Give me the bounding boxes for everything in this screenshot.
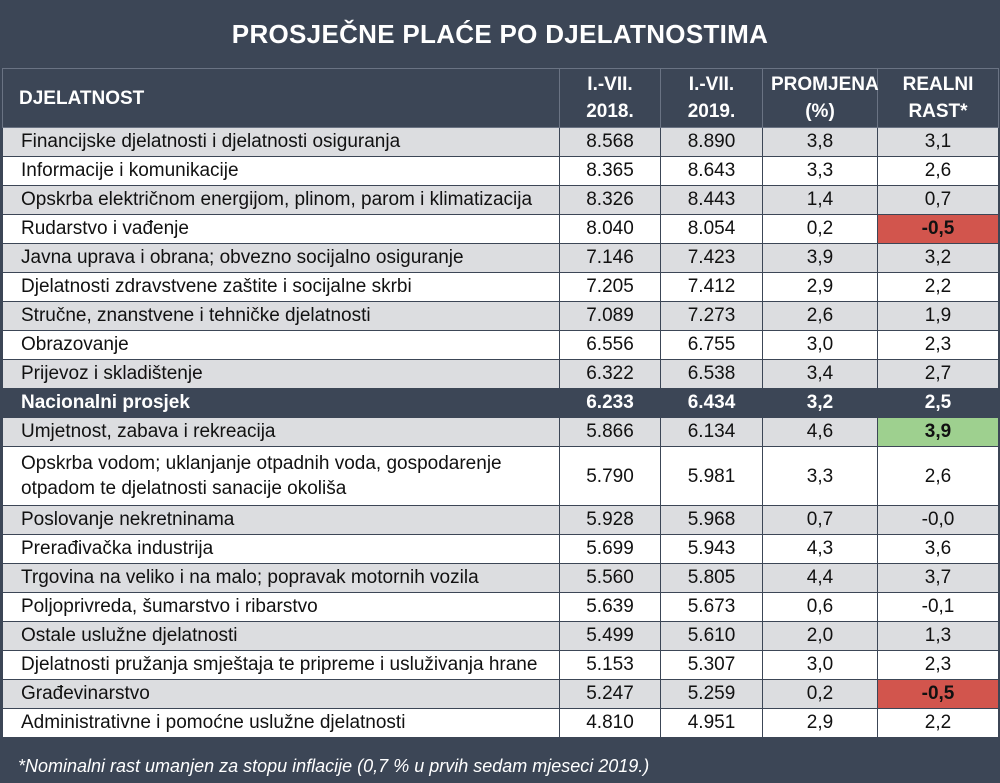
activity-name: Prijevoz i skladištenje	[3, 360, 560, 389]
activity-name: Financijske djelatnosti i djelatnosti osiguranja	[3, 128, 560, 157]
value-change: 2,9	[763, 709, 878, 738]
value-2019: 5.307	[661, 651, 763, 680]
value-real-growth: -0,0	[878, 506, 999, 535]
value-2019: 4.951	[661, 709, 763, 738]
activity-name: Nacionalni prosjek	[3, 389, 560, 418]
table-row	[3, 244, 999, 273]
value-change: 3,3	[763, 157, 878, 186]
value-2019: 8.643	[661, 157, 763, 186]
value-2018: 8.040	[560, 215, 661, 244]
value-change: 2,9	[763, 273, 878, 302]
value-real-growth: 2,7	[878, 360, 999, 389]
value-change: 3,2	[763, 389, 878, 418]
activity-name	[3, 447, 560, 506]
value-2018: 7.205	[560, 273, 661, 302]
table-row	[3, 593, 999, 622]
header-change	[763, 69, 878, 128]
value-2019: 6.434	[661, 389, 763, 418]
value-change: 0,7	[763, 506, 878, 535]
value-2019: 7.412	[661, 273, 763, 302]
page-title: PROSJEČNE PLAĆE PO DJELATNOSTIMA	[231, 18, 769, 49]
activity-name: Umjetnost, zabava i rekreacija	[3, 418, 560, 447]
value-change: 3,9	[763, 244, 878, 273]
header-change-line2: (%)	[805, 101, 835, 122]
value-real-growth-negative: -0,5	[878, 680, 999, 709]
value-real-growth: 1,3	[878, 622, 999, 651]
activity-name: Ostale uslužne djelatnosti	[3, 622, 560, 651]
national-average-row	[3, 389, 999, 418]
salary-table	[2, 68, 999, 738]
value-change: 3,3	[763, 447, 878, 506]
activity-name: Javna uprava i obrana; obvezno socijalno osiguranje	[3, 244, 560, 273]
value-real-growth: 2,2	[878, 273, 999, 302]
value-change: 4,4	[763, 564, 878, 593]
value-real-growth: 2,6	[878, 157, 999, 186]
activity-name: Poljoprivreda, šumarstvo i ribarstvo	[3, 593, 560, 622]
activity-name: Opskrba električnom energijom, plinom, parom i klimatizacija	[3, 186, 560, 215]
value-change: 4,6	[763, 418, 878, 447]
header-2018-line2: 2018.	[586, 101, 634, 122]
value-2018: 5.560	[560, 564, 661, 593]
value-real-growth: 3,1	[878, 128, 999, 157]
activity-name-line1: Opskrba vodom; uklanjanje otpadnih voda, gospodarenje	[21, 453, 502, 474]
value-real-growth: 0,7	[878, 186, 999, 215]
value-real-growth: 2,6	[878, 447, 999, 506]
value-2019: 8.443	[661, 186, 763, 215]
value-real-growth-positive: 3,9	[878, 418, 999, 447]
table-row	[3, 506, 999, 535]
header-2018-line1: I.-VII.	[587, 74, 633, 95]
value-2018: 5.639	[560, 593, 661, 622]
value-real-growth: 2,3	[878, 331, 999, 360]
value-change: 3,0	[763, 331, 878, 360]
value-2019: 5.610	[661, 622, 763, 651]
value-real-growth: -0,1	[878, 593, 999, 622]
header-real-line2: RAST*	[908, 101, 968, 122]
value-2019: 5.673	[661, 593, 763, 622]
table-row	[3, 302, 999, 331]
value-2018: 8.365	[560, 157, 661, 186]
value-change: 2,0	[763, 622, 878, 651]
value-2018: 7.146	[560, 244, 661, 273]
header-2018	[560, 69, 661, 128]
table-row	[3, 622, 999, 651]
table-row	[3, 651, 999, 680]
activity-name: Poslovanje nekretninama	[3, 506, 560, 535]
value-2019: 5.968	[661, 506, 763, 535]
value-2019: 7.423	[661, 244, 763, 273]
table-row	[3, 360, 999, 389]
activity-name: Administrativne i pomoćne uslužne djelatnosti	[3, 709, 560, 738]
header-2019-line1: I.-VII.	[688, 74, 735, 95]
header-change-line1: PROMJENA	[771, 74, 879, 95]
value-2018: 6.322	[560, 360, 661, 389]
table-row	[3, 157, 999, 186]
value-2018: 5.499	[560, 622, 661, 651]
value-real-growth: 3,7	[878, 564, 999, 593]
table-row	[3, 709, 999, 738]
table-row	[3, 273, 999, 302]
value-2019: 7.273	[661, 302, 763, 331]
value-2019: 6.538	[661, 360, 763, 389]
activity-name: Informacije i komunikacije	[3, 157, 560, 186]
activity-name: Stručne, znanstvene i tehničke djelatnosti	[3, 302, 560, 331]
value-real-growth: 2,2	[878, 709, 999, 738]
footnote: *Nominalni rast umanjen za stopu inflacije (0,7 % u prvih sedam mjeseci 2019.)	[18, 756, 650, 776]
value-2018: 5.247	[560, 680, 661, 709]
value-2018: 5.153	[560, 651, 661, 680]
value-2019: 6.755	[661, 331, 763, 360]
header-real-line1: REALNI	[902, 74, 974, 95]
activity-name: Građevinarstvo	[3, 680, 560, 709]
table-row	[3, 128, 999, 157]
value-real-growth: 1,9	[878, 302, 999, 331]
activity-name: Djelatnosti zdravstvene zaštite i socijalne skrbi	[3, 273, 560, 302]
value-real-growth: 3,6	[878, 535, 999, 564]
value-2018: 8.326	[560, 186, 661, 215]
value-2018: 5.699	[560, 535, 661, 564]
table-row	[3, 535, 999, 564]
value-2018: 5.928	[560, 506, 661, 535]
value-change: 3,0	[763, 651, 878, 680]
table-row	[3, 447, 999, 506]
activity-name-line2: otpadom te djelatnosti sanacije okoliša	[21, 478, 347, 499]
value-2019: 8.890	[661, 128, 763, 157]
table-row	[3, 186, 999, 215]
header-2019-line2: 2019.	[687, 101, 736, 122]
value-2018: 6.556	[560, 331, 661, 360]
value-2018: 5.790	[560, 447, 661, 506]
table-row	[3, 680, 999, 709]
header-2019	[661, 69, 763, 128]
value-change: 3,8	[763, 128, 878, 157]
activity-name: Rudarstvo i vađenje	[3, 215, 560, 244]
value-change: 0,2	[763, 215, 878, 244]
value-change: 4,3	[763, 535, 878, 564]
value-2019: 5.981	[661, 447, 763, 506]
table-row	[3, 331, 999, 360]
table-header-row	[3, 69, 999, 128]
table-row	[3, 215, 999, 244]
activity-name: Obrazovanje	[3, 331, 560, 360]
value-2019: 5.805	[661, 564, 763, 593]
value-2018: 6.233	[560, 389, 661, 418]
value-real-growth-negative: -0,5	[878, 215, 999, 244]
value-2018: 4.810	[560, 709, 661, 738]
value-change: 2,6	[763, 302, 878, 331]
table-row	[3, 418, 999, 447]
activity-name: Trgovina na veliko i na malo; popravak motornih vozila	[3, 564, 560, 593]
value-change: 1,4	[763, 186, 878, 215]
activity-name: Prerađivačka industrija	[3, 535, 560, 564]
value-2018: 8.568	[560, 128, 661, 157]
value-change: 0,2	[763, 680, 878, 709]
value-2018: 7.089	[560, 302, 661, 331]
value-2019: 6.134	[661, 418, 763, 447]
value-2019: 5.943	[661, 535, 763, 564]
activity-name: Djelatnosti pružanja smještaja te pripreme i usluživanja hrane	[3, 651, 560, 680]
value-2019: 8.054	[661, 215, 763, 244]
value-2019: 5.259	[661, 680, 763, 709]
table-row	[3, 564, 999, 593]
value-real-growth: 2,3	[878, 651, 999, 680]
value-real-growth: 2,5	[878, 389, 999, 418]
value-change: 0,6	[763, 593, 878, 622]
header-activity: DJELATNOST	[3, 69, 560, 128]
value-2018: 5.866	[560, 418, 661, 447]
value-change: 3,4	[763, 360, 878, 389]
header-real-growth	[878, 69, 999, 128]
value-real-growth: 3,2	[878, 244, 999, 273]
